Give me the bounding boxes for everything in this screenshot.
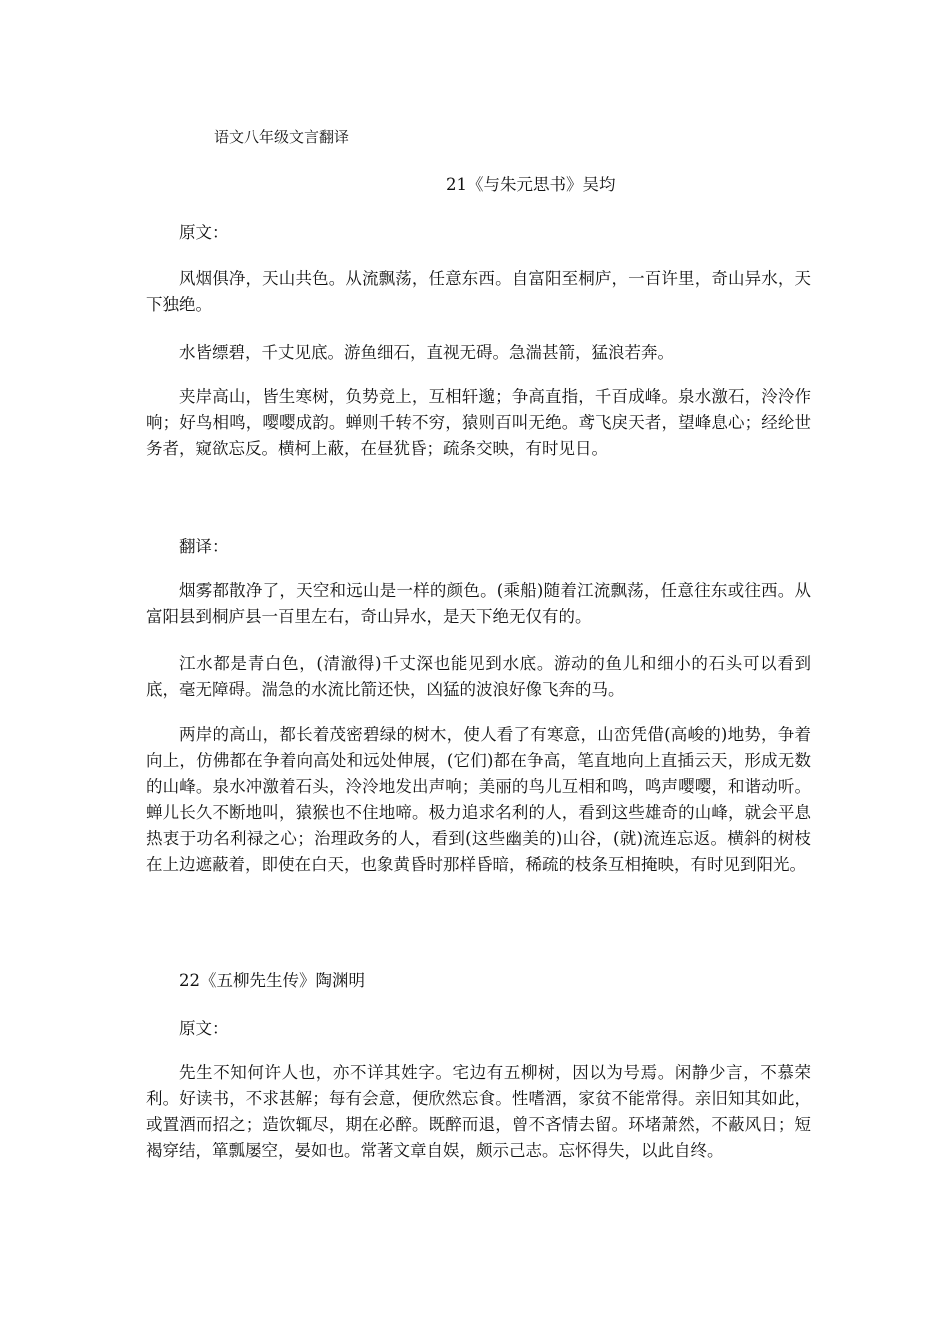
section-21-original-label: 原文： <box>179 223 229 242</box>
section-21-original-paragraph-3: 夹岸高山，皆生寒树，负势竞上，互相轩邈；争高直指，千百成峰。泉水激石，泠泠作响；好鸟相鸣，嘤嘤成韵。蝉则千转不穷，猿则百叫无绝。鸢飞戾天者，望峰息心；经纶世务者，窥欲忘反。横柯上蔽，在昼犹昏；疏条交映，有时见日。 <box>146 387 811 458</box>
section-21-translation-paragraph-2: 江水都是青白色，(清澈得)千丈深也能见到水底。游动的鱼儿和细小的石头可以看到底，毫无障碍。湍急的水流比箭还快，凶猛的波浪好像飞奔的马。 <box>146 654 811 699</box>
document-title: 语文八年级文言翻译 <box>214 128 350 146</box>
section-22-original-label: 原文： <box>179 1019 229 1038</box>
section-22-original-paragraph-1: 先生不知何许人也，亦不详其姓字。宅边有五柳树，因以为号焉。闲静少言，不慕荣利。好读书，不求甚解；每有会意，便欣然忘食。性嗜酒，家贫不能常得。亲旧知其如此，或置酒而招之；造饮辄尽，期在必醉。既醉而退，曾不吝情去留。环堵萧然，不蔽风日；短褐穿结，箪瓢屡空，晏如也。常著文章自娱，颇示己志。忘怀得失，以此自终。 <box>146 1063 811 1160</box>
section-21-original-paragraph-2: 水皆缥碧，千丈见底。游鱼细石，直视无碍。急湍甚箭，猛浪若奔。 <box>179 343 674 362</box>
section-21-translation-label: 翻译： <box>179 537 229 556</box>
section-21-original-paragraph-1: 风烟俱净，天山共色。从流飘荡，任意东西。自富阳至桐庐，一百许里，奇山异水，天下独绝。 <box>146 269 811 314</box>
section-21-translation-paragraph-1: 烟雾都散净了，天空和远山是一样的颜色。(乘船)随着江流飘荡，任意往东或往西。从富阳县到桐庐县一百里左右，奇山异水，是天下绝无仅有的。 <box>146 581 811 626</box>
section-21-heading: 21《与朱元思书》吴均 <box>446 175 616 194</box>
section-22-heading: 22《五柳先生传》陶渊明 <box>179 971 365 990</box>
section-21-translation-paragraph-3: 两岸的高山，都长着茂密碧绿的树木，使人看了有寒意，山峦凭借(高峻的)地势，争着向上，仿佛都在争着向高处和远处伸展，(它们)都在争高，笔直地向上直插云天，形成无数的山峰。泉水冲激着石头，泠泠地发出声响；美丽的鸟儿互相和鸣，鸣声嘤嘤，和谐动听。蝉儿长久不断地叫，猿猴也不住地啼。极力追求名利的人，看到这些雄奇的山峰，就会平息热衷于功名利禄之心；治理政务的人，看到(这些幽美的)山谷，(就)流连忘返。横斜的树枝在上边遮蔽着，即使在白天，也象黄昏时那样昏暗，稀疏的枝条互相掩映，有时见到阳光。 <box>146 725 811 874</box>
